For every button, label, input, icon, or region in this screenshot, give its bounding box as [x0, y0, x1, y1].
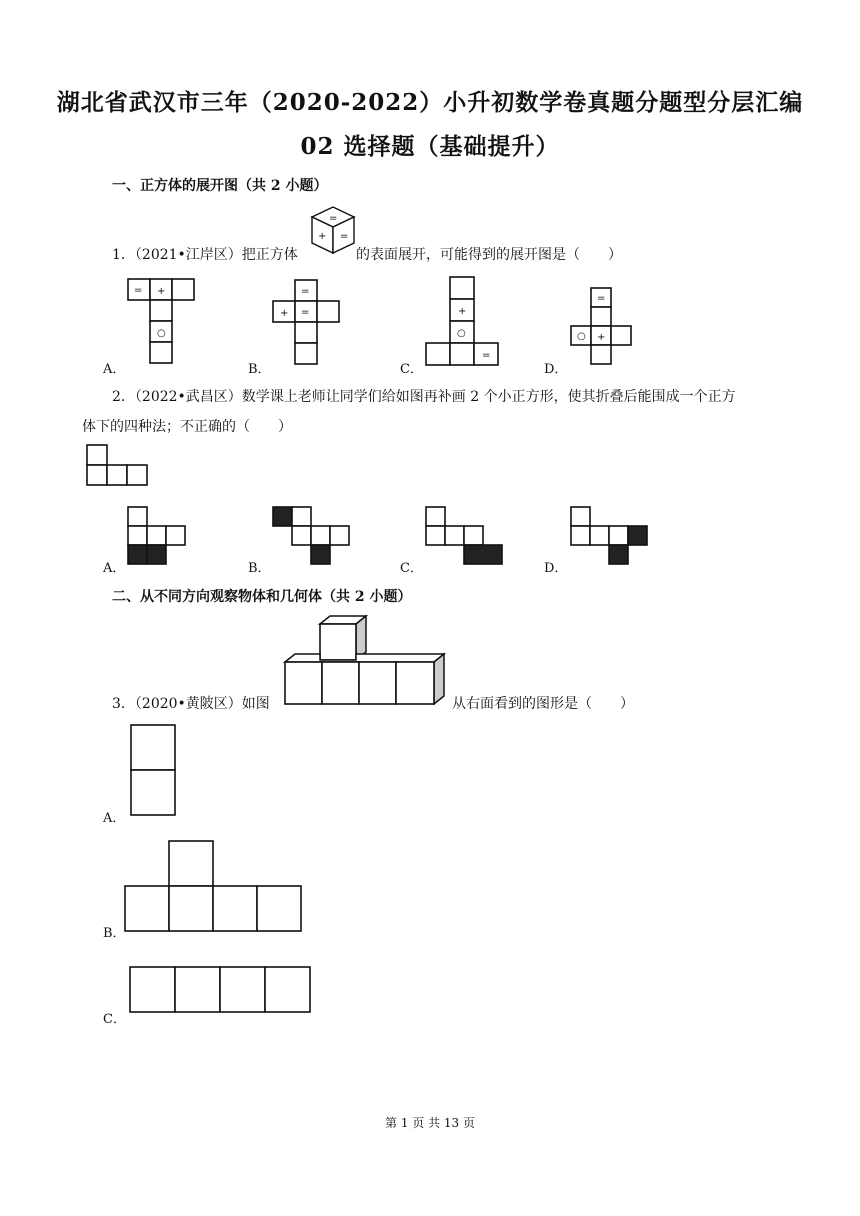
q2-option-b-label[interactable]: B． [248, 561, 271, 576]
svg-text:=: = [340, 231, 349, 242]
q3-option-b-figure [124, 840, 302, 932]
q3-option-a-figure [130, 724, 176, 816]
q1-option-c-label[interactable]: C． [400, 362, 423, 377]
svg-text:○: ○ [457, 328, 466, 339]
svg-text:=: = [597, 293, 606, 304]
q1-option-d-label[interactable]: D． [544, 362, 568, 377]
svg-text:=: = [482, 350, 491, 361]
section-heading-2: 二、从不同方向观察物体和几何体（共 2 小题） [112, 589, 412, 605]
section-heading-1: 一、正方体的展开图（共 2 小题） [112, 178, 328, 194]
q2-option-c-figure [425, 506, 505, 566]
page-subtitle: 02 选择题（基础提升） [300, 133, 560, 160]
q2-base-figure [86, 444, 148, 486]
q1-option-b-net [272, 279, 340, 365]
question-1-text: 1．（2021•江岸区）把正方体 [112, 247, 298, 263]
page-footer: 第 1 页 共 13 页 [385, 1116, 475, 1130]
q2-option-a-label[interactable]: A． [103, 561, 126, 576]
q2-option-c-label[interactable]: C． [400, 561, 423, 576]
question-3-text: 3．（2020•黄陂区）如图 [112, 696, 270, 712]
q3-option-c-figure [129, 966, 311, 1014]
question-2-text-cont: 体下的四种法；不正确的（ ） [82, 419, 292, 435]
svg-text:+: + [458, 306, 467, 317]
q2-option-a-figure [127, 506, 187, 566]
q1-option-b-label[interactable]: B． [248, 362, 271, 377]
q2-option-d-figure [570, 506, 650, 566]
q3-option-c-label[interactable]: C． [103, 1012, 126, 1027]
svg-text:=: = [301, 286, 310, 297]
svg-text:○: ○ [577, 331, 586, 342]
question-2-text: 2．（2022•武昌区）数学课上老师让同学们给如图再补画 2 个小正方形，使其折叠后能围成一个正方 [112, 389, 736, 405]
svg-text:=: = [301, 307, 310, 318]
page-title: 湖北省武汉市三年（2020-2022）小升初数学卷真题分题型分层汇编 [56, 89, 804, 116]
q3-option-b-label[interactable]: B． [103, 926, 126, 941]
q1-option-c-net [425, 276, 499, 366]
q2-option-d-label[interactable]: D． [544, 561, 568, 576]
q1-option-a-net [127, 278, 195, 364]
question-3-text-cont: 从右面看到的图形是（ ） [452, 696, 634, 712]
svg-text:○: ○ [157, 328, 166, 339]
q3-option-a-label[interactable]: A． [103, 811, 126, 826]
question-1-text-cont: 的表面展开，可能得到的展开图是（ ） [356, 247, 622, 263]
svg-text:=: = [329, 213, 338, 224]
svg-text:+: + [597, 332, 606, 343]
q3-solid-figure [284, 612, 449, 707]
q1-option-a-label[interactable]: A． [103, 362, 126, 377]
q2-option-b-figure [272, 506, 352, 566]
svg-text:+: + [318, 231, 327, 242]
cube-figure [310, 205, 356, 255]
svg-text:+: + [157, 286, 166, 297]
svg-text:=: = [134, 285, 143, 296]
svg-text:+: + [280, 308, 289, 319]
q1-option-d-net [570, 287, 632, 365]
